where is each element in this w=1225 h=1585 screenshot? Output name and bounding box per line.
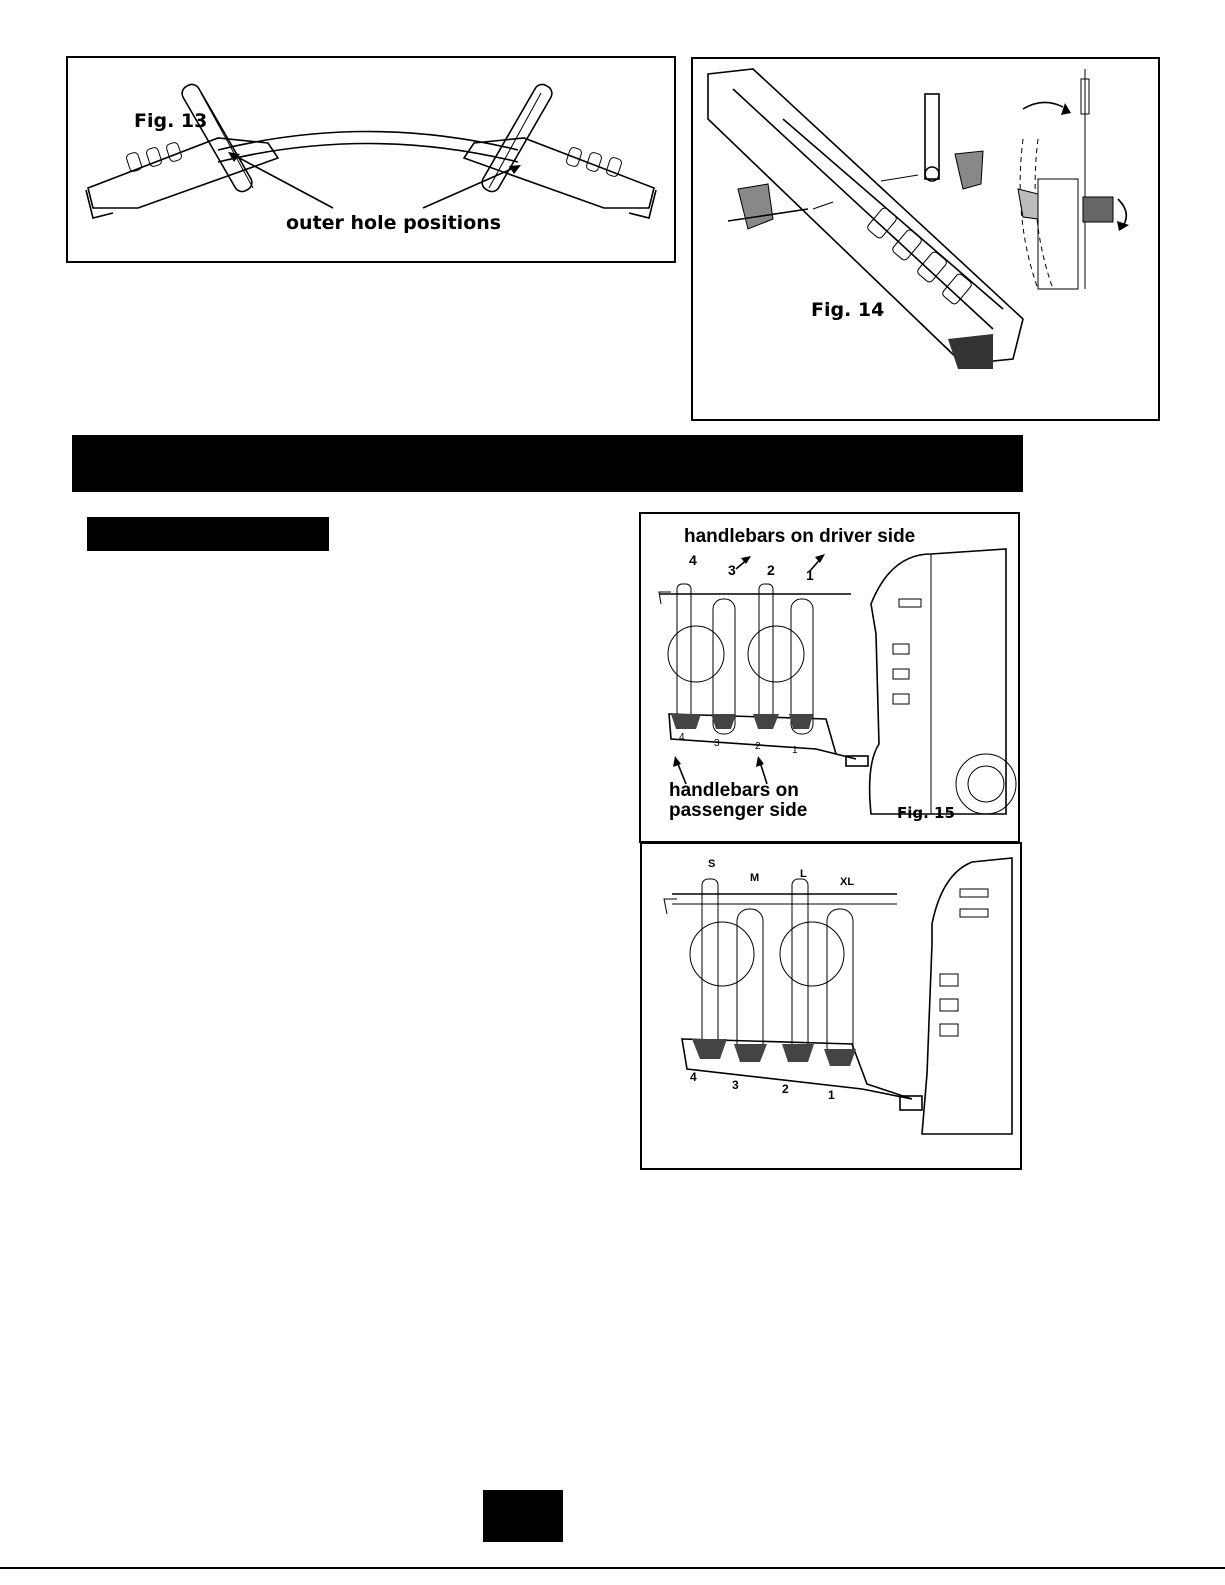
fig16-size-label: XL xyxy=(840,876,855,888)
section-header-bar xyxy=(72,435,1023,492)
fig15-label: Fig. 15 xyxy=(897,804,955,822)
fig16-size-label: M xyxy=(750,872,760,884)
fig16-bottom-number: 2 xyxy=(782,1082,789,1096)
fig15-bottom-callout-line1: handlebars on xyxy=(669,780,799,801)
fig16-drawing xyxy=(642,844,1020,1168)
fig15-bottom-number: 4 xyxy=(679,732,685,743)
fig15-bottom-number: 3 xyxy=(714,738,720,749)
fig15-top-callout: handlebars on driver side xyxy=(684,526,916,547)
fig15-bottom-number: 1 xyxy=(792,745,798,756)
fig13-callout: outer hole positions xyxy=(286,212,502,234)
fig16-size-label: L xyxy=(800,868,807,880)
fig16-bottom-number: 3 xyxy=(732,1078,739,1092)
fig13-label: Fig. 13 xyxy=(134,110,208,132)
fig15-bottom-number: 2 xyxy=(755,741,761,752)
subsection-header-bar xyxy=(87,517,329,551)
fig15-bottom-callout-line2: passenger side xyxy=(669,800,808,821)
fig16-bottom-number: 4 xyxy=(690,1070,697,1084)
page-number-box xyxy=(483,1490,563,1542)
fig13-panel xyxy=(66,56,676,263)
fig15-top-number: 2 xyxy=(767,562,775,578)
fig14-panel xyxy=(691,57,1160,421)
fig15-panel xyxy=(639,512,1020,843)
fig15-top-number: 3 xyxy=(728,562,736,578)
fig16-size-label: S xyxy=(708,858,716,870)
fig14-drawing xyxy=(693,59,1158,419)
footer-rule xyxy=(0,1567,1225,1569)
fig14-label: Fig. 14 xyxy=(811,299,885,321)
fig16-panel xyxy=(640,842,1022,1170)
fig15-top-number: 4 xyxy=(689,552,697,568)
fig15-top-number: 1 xyxy=(806,567,814,583)
fig16-bottom-number: 1 xyxy=(828,1088,835,1102)
